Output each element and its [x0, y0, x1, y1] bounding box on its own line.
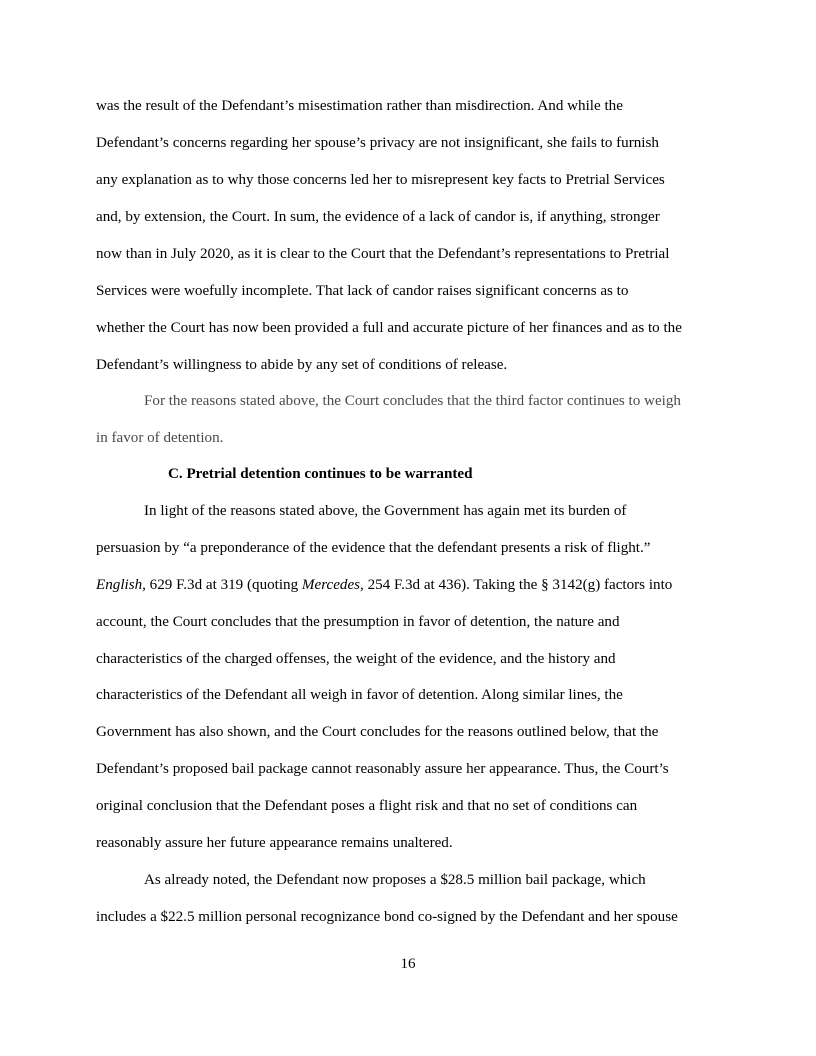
- text-line: Government has also shown, and the Court concludes for the reasons outlined below, that the: [96, 724, 659, 740]
- text-line-with-citations: [96, 576, 672, 594]
- text-line: In light of the reasons stated above, the Government has again met its burden of: [144, 503, 627, 519]
- text-line: As already noted, the Defendant now proposes a $28.5 million bail package, which: [144, 872, 646, 888]
- text-line: persuasion by “a preponderance of the evidence that the defendant presents a risk of flight.”: [96, 540, 651, 556]
- text-line: Defendant’s proposed bail package cannot reasonably assure her appearance. Thus, the Court’s: [96, 761, 669, 777]
- text-line: Defendant’s willingness to abide by any set of conditions of release.: [96, 357, 508, 373]
- text-line: in favor of detention.: [96, 430, 224, 446]
- case-citation-mercedes: Mercedes: [301, 577, 361, 593]
- text-line: characteristics of the charged offenses, the weight of the evidence, and the history and: [96, 651, 616, 667]
- citation-text: , 254 F.3d at 436). Taking the § 3142(g) factors into: [360, 577, 673, 593]
- text-line: and, by extension, the Court. In sum, the evidence of a lack of candor is, if anything, stronger: [96, 209, 660, 225]
- text-line: was the result of the Defendant’s misestimation rather than misdirection. And while the: [96, 98, 623, 114]
- text-line: For the reasons stated above, the Court concludes that the third factor continues to weigh: [144, 393, 681, 409]
- text-line: now than in July 2020, as it is clear to the Court that the Defendant’s representations to Pretrial: [96, 246, 670, 262]
- citation-text: , 629 F.3d at 319 (quoting: [142, 577, 302, 593]
- text-line: original conclusion that the Defendant poses a flight risk and that no set of conditions can: [96, 798, 638, 814]
- text-line: characteristics of the Defendant all weigh in favor of detention. Along similar lines, the: [96, 687, 623, 703]
- section-heading: C. Pretrial detention continues to be warranted: [168, 466, 473, 482]
- text-line: any explanation as to why those concerns led her to misrepresent key facts to Pretrial Services: [96, 172, 665, 188]
- case-citation-english: English: [96, 577, 143, 593]
- text-line: account, the Court concludes that the presumption in favor of detention, the nature and: [96, 614, 620, 630]
- text-line: reasonably assure her future appearance remains unaltered.: [96, 835, 453, 851]
- text-line: Defendant’s concerns regarding her spouse’s privacy are not insignificant, she fails to furnish: [96, 135, 659, 151]
- page-number: 16: [400, 956, 416, 972]
- text-line: Services were woefully incomplete. That lack of candor raises significant concerns as to: [96, 283, 629, 299]
- text-line: includes a $22.5 million personal recognizance bond co-signed by the Defendant and her spouse: [96, 909, 678, 925]
- text-line: whether the Court has now been provided a full and accurate picture of her finances and as to the: [96, 320, 682, 336]
